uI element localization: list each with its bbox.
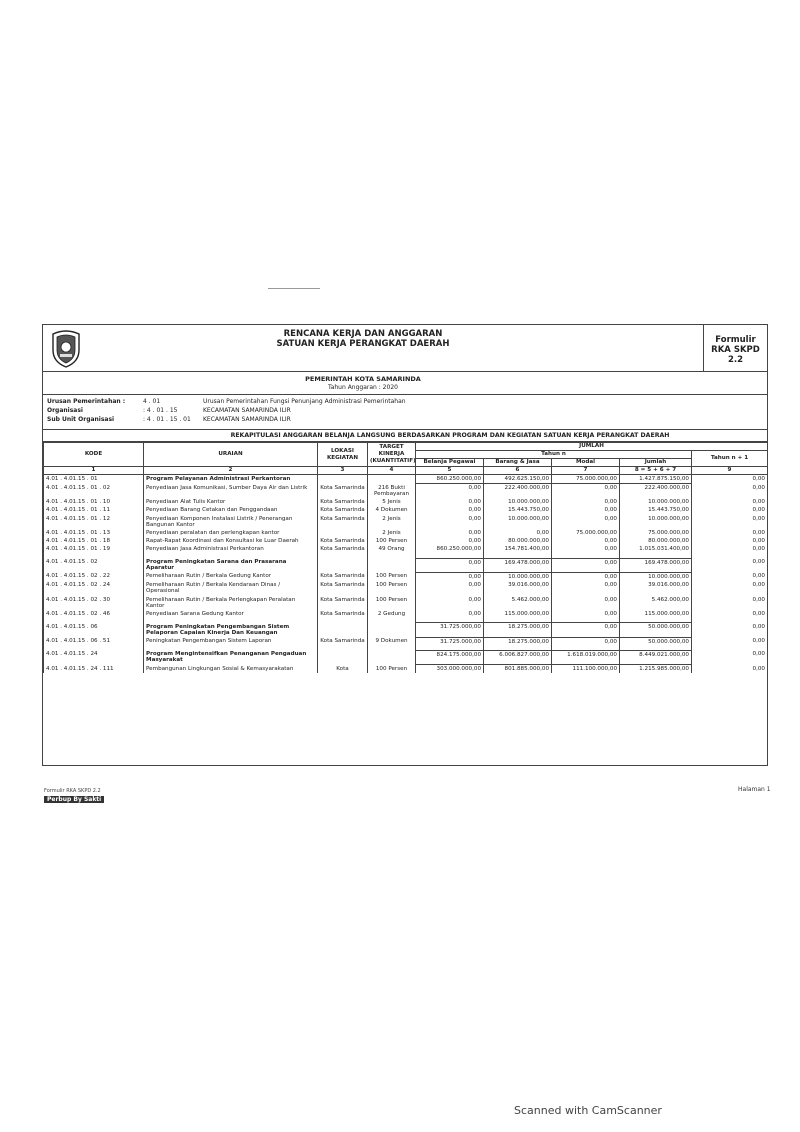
cell-lokasi xyxy=(318,650,368,664)
cell-target: 100 Persen xyxy=(368,537,416,545)
page-number: Halaman 1 xyxy=(738,786,771,793)
form-code-box xyxy=(703,325,767,371)
footer-form-code: Formulir RKA SKPD 2.2 xyxy=(44,788,101,794)
cell-uraian: Rapat-Rapat Koordinasi dan Konsultasi ke Luar Daerah xyxy=(144,537,318,545)
cell-barang: 115.000.000,00 xyxy=(484,610,552,618)
form-header xyxy=(43,325,767,372)
activity-row xyxy=(44,537,768,545)
cell-uraian: Pembangunan Lingkungan Sosial & Kemasyarakatan xyxy=(144,665,318,674)
cell-target xyxy=(368,475,416,484)
cell-target: 216 Bukti Pembayaran xyxy=(368,484,416,498)
cell-pegawai: 0,00 xyxy=(416,596,484,610)
cell-kode: 4.01 . 4.01.15 . 01 . 11 xyxy=(44,506,144,514)
form-name: RKA SKPD xyxy=(711,345,760,355)
cell-modal: 0,00 xyxy=(552,515,620,529)
cell-kode: 4.01 . 4.01.15 . 02 . 46 xyxy=(44,610,144,618)
title-line-2: SATUAN KERJA PERANGKAT DAERAH xyxy=(276,339,450,349)
cell-kode: 4.01 . 4.01.15 . 01 . 13 xyxy=(44,529,144,537)
section-title: REKAPITULASI ANGGARAN BELANJA LANGSUNG BERDASARKAN PROGRAM DAN KEGIATAN SATUAN KERJA PERANGKAT DAERAH xyxy=(43,430,767,442)
cell-n1: 0,00 xyxy=(692,498,768,506)
cell-jumlah: 1.427.875.150,00 xyxy=(620,475,692,484)
cell-lokasi xyxy=(318,558,368,572)
form-title xyxy=(203,329,523,349)
activity-row xyxy=(44,515,768,529)
cell-n1: 0,00 xyxy=(692,506,768,514)
cell-kode: 4.01 . 4.01.15 . 02 . 22 xyxy=(44,572,144,581)
cell-modal: 75.000.000,00 xyxy=(552,529,620,537)
cell-kode: 4.01 . 4.01.15 . 01 xyxy=(44,475,144,484)
cell-jumlah: 1.015.031.400,00 xyxy=(620,545,692,553)
cell-lokasi: Kota Samarinda xyxy=(318,596,368,610)
cell-jumlah: 1.215.985.000,00 xyxy=(620,665,692,674)
org-label: Sub Unit Organisasi xyxy=(47,416,115,423)
cell-lokasi: Kota Samarinda xyxy=(318,610,368,618)
cell-uraian: Program Pelayanan Administrasi Perkantoran xyxy=(144,475,318,484)
cell-target xyxy=(368,650,416,664)
form-number: 2.2 xyxy=(727,355,744,365)
activity-row xyxy=(44,596,768,610)
organization-info xyxy=(43,395,767,430)
cell-target xyxy=(368,558,416,572)
cell-modal: 0,00 xyxy=(552,545,620,553)
cell-barang: 222.400.000,00 xyxy=(484,484,552,498)
cell-jumlah: 80.000.000,00 xyxy=(620,537,692,545)
org-name: Urusan Pemerintahan Fungsi Penunjang Administrasi Pemerintahan xyxy=(203,398,406,405)
cell-pegawai: 0,00 xyxy=(416,581,484,595)
cell-lokasi: Kota Samarinda xyxy=(318,572,368,581)
col-uraian: URAIAN xyxy=(144,443,318,467)
cell-n1: 0,00 xyxy=(692,572,768,581)
program-row xyxy=(44,558,768,572)
cell-jumlah: 8.449.021.000,00 xyxy=(620,650,692,664)
cell-lokasi: Kota Samarinda xyxy=(318,637,368,646)
cell-pegawai: 31.725.000,00 xyxy=(416,623,484,637)
cell-kode: 4.01 . 4.01.15 . 01 . 10 xyxy=(44,498,144,506)
cell-n1: 0,00 xyxy=(692,581,768,595)
cell-n1: 0,00 xyxy=(692,650,768,664)
cell-barang: 80.000.000,00 xyxy=(484,537,552,545)
cell-kode: 4.01 . 4.01.15 . 02 xyxy=(44,558,144,572)
cell-barang: 18.275.000,00 xyxy=(484,637,552,646)
cell-n1: 0,00 xyxy=(692,596,768,610)
cell-barang: 154.781.400,00 xyxy=(484,545,552,553)
cell-jumlah: 50.000.000,00 xyxy=(620,623,692,637)
cell-barang: 6.006.827.000,00 xyxy=(484,650,552,664)
cell-barang: 5.462.000,00 xyxy=(484,596,552,610)
cell-jumlah: 10.000.000,00 xyxy=(620,515,692,529)
cell-pegawai: 860.250.000,00 xyxy=(416,475,484,484)
cell-n1: 0,00 xyxy=(692,558,768,572)
cell-barang: 801.885.000,00 xyxy=(484,665,552,674)
rka-form-sheet xyxy=(42,324,768,766)
cell-uraian: Penyediaan Alat Tulis Kantor xyxy=(144,498,318,506)
cell-uraian: Penyediaan Barang Cetakan dan Penggandaan xyxy=(144,506,318,514)
cell-n1: 0,00 xyxy=(692,623,768,637)
cell-barang: 492.625.150,00 xyxy=(484,475,552,484)
cell-jumlah: 10.000.000,00 xyxy=(620,572,692,581)
program-row xyxy=(44,650,768,664)
cell-modal: 0,00 xyxy=(552,537,620,545)
col-jumlah: Jumlah xyxy=(620,459,692,467)
org-code: : 4 . 01 . 15 xyxy=(143,407,178,414)
cell-target: 5 Jenis xyxy=(368,498,416,506)
cell-n1: 0,00 xyxy=(692,610,768,618)
col-number: 1 xyxy=(44,467,144,475)
cell-uraian: Program Peningkatan Pengembangan Sistem Pelaporan Capaian Kinerja Dan Keuangan xyxy=(144,623,318,637)
cell-uraian: Penyediaan Jasa Komunikasi, Sumber Daya Air dan Listrik xyxy=(144,484,318,498)
cell-jumlah: 169.478.000,00 xyxy=(620,558,692,572)
cell-uraian: Pemeliharaan Rutin / Berkala Perlengkapan Peralatan Kantor xyxy=(144,596,318,610)
activity-row xyxy=(44,581,768,595)
cell-target: 2 Gedung xyxy=(368,610,416,618)
government-name: PEMERINTAH KOTA SAMARINDA xyxy=(305,375,421,383)
cell-lokasi xyxy=(318,475,368,484)
government-header xyxy=(43,372,767,395)
cell-n1: 0,00 xyxy=(692,529,768,537)
cell-pegawai: 0,00 xyxy=(416,558,484,572)
form-label: Formulir xyxy=(715,335,756,345)
cell-target: 4 Dokumen xyxy=(368,506,416,514)
cell-pegawai: 0,00 xyxy=(416,498,484,506)
cell-modal: 0,00 xyxy=(552,581,620,595)
cell-pegawai: 31.725.000,00 xyxy=(416,637,484,646)
col-number: 7 xyxy=(552,467,620,475)
cell-jumlah: 75.000.000,00 xyxy=(620,529,692,537)
activity-row xyxy=(44,665,768,674)
cell-uraian: Program Mengintensifkan Penanganan Pengaduan Masyarakat xyxy=(144,650,318,664)
cell-n1: 0,00 xyxy=(692,515,768,529)
cell-n1: 0,00 xyxy=(692,537,768,545)
cell-modal: 111.100.000,00 xyxy=(552,665,620,674)
cell-uraian: Program Peningkatan Sarana dan Prasarana Aparatur xyxy=(144,558,318,572)
cell-uraian: Penyediaan Komponen Instalasi Listrik / Penerangan Bangunan Kantor xyxy=(144,515,318,529)
cell-kode: 4.01 . 4.01.15 . 02 . 24 xyxy=(44,581,144,595)
cell-jumlah: 222.400.000,00 xyxy=(620,484,692,498)
cell-kode: 4.01 . 4.01.15 . 24 . 111 xyxy=(44,665,144,674)
cell-modal: 75.000.000,00 xyxy=(552,475,620,484)
cell-uraian: Pemeliharaan Rutin / Berkala Gedung Kantor xyxy=(144,572,318,581)
cell-barang: 18.275.000,00 xyxy=(484,623,552,637)
col-target: TARGET KINERJA (KUANTITATIF) xyxy=(368,443,416,467)
activity-row xyxy=(44,506,768,514)
activity-row xyxy=(44,545,768,553)
cell-pegawai: 0,00 xyxy=(416,484,484,498)
col-kode: KODE xyxy=(44,443,144,467)
col-barang-jasa: Barang & Jasa xyxy=(484,459,552,467)
decorative-line xyxy=(268,288,320,289)
col-number: 8 = 5 + 6 + 7 xyxy=(620,467,692,475)
cell-lokasi xyxy=(318,529,368,537)
cell-kode: 4.01 . 4.01.15 . 06 xyxy=(44,623,144,637)
cell-target: 2 Jenis xyxy=(368,515,416,529)
city-emblem-icon xyxy=(49,328,83,368)
cell-n1: 0,00 xyxy=(692,475,768,484)
cell-barang: 169.478.000,00 xyxy=(484,558,552,572)
title-line-1: RENCANA KERJA DAN ANGGARAN xyxy=(283,329,443,339)
col-modal: Modal xyxy=(552,459,620,467)
cell-pegawai: 0,00 xyxy=(416,515,484,529)
budget-table xyxy=(43,442,768,673)
program-row xyxy=(44,475,768,484)
cell-pegawai: 0,00 xyxy=(416,537,484,545)
cell-kode: 4.01 . 4.01.15 . 01 . 12 xyxy=(44,515,144,529)
cell-pegawai: 0,00 xyxy=(416,610,484,618)
cell-jumlah: 5.462.000,00 xyxy=(620,596,692,610)
cell-pegawai: 0,00 xyxy=(416,529,484,537)
col-lokasi: LOKASI KEGIATAN xyxy=(318,443,368,467)
cell-lokasi xyxy=(318,623,368,637)
cell-target xyxy=(368,623,416,637)
col-number: 3 xyxy=(318,467,368,475)
org-name: KECAMATAN SAMARINDA ILIR xyxy=(203,416,291,423)
cell-barang: 15.443.750,00 xyxy=(484,506,552,514)
col-number: 4 xyxy=(368,467,416,475)
cell-kode: 4.01 . 4.01.15 . 02 . 30 xyxy=(44,596,144,610)
cell-lokasi: Kota Samarinda xyxy=(318,484,368,498)
cell-modal: 0,00 xyxy=(552,506,620,514)
cell-target: 100 Persen xyxy=(368,581,416,595)
cell-target: 49 Orang xyxy=(368,545,416,553)
cell-target: 100 Persen xyxy=(368,596,416,610)
cell-pegawai: 860.250.000,00 xyxy=(416,545,484,553)
activity-row xyxy=(44,637,768,646)
cell-pegawai: 824.175.000,00 xyxy=(416,650,484,664)
cell-uraian: Penyediaan Sarana Gedung Kantor xyxy=(144,610,318,618)
cell-kode: 4.01 . 4.01.15 . 01 . 02 xyxy=(44,484,144,498)
cell-lokasi: Kota Samarinda xyxy=(318,506,368,514)
cell-modal: 0,00 xyxy=(552,610,620,618)
cell-modal: 1.618.019.000,00 xyxy=(552,650,620,664)
col-belanja-pegawai: Belanja Pegawai xyxy=(416,459,484,467)
cell-barang: 0,00 xyxy=(484,529,552,537)
org-code: 4 . 01 xyxy=(143,398,161,405)
cell-lokasi: Kota Samarinda xyxy=(318,545,368,553)
cell-lokasi: Kota Samarinda xyxy=(318,537,368,545)
col-number: 9 xyxy=(692,467,768,475)
cell-jumlah: 10.000.000,00 xyxy=(620,498,692,506)
cell-modal: 0,00 xyxy=(552,623,620,637)
cell-jumlah: 15.443.750,00 xyxy=(620,506,692,514)
cell-n1: 0,00 xyxy=(692,637,768,646)
col-number: 6 xyxy=(484,467,552,475)
cell-jumlah: 115.000.000,00 xyxy=(620,610,692,618)
activity-row xyxy=(44,529,768,537)
col-jumlah-group: JUMLAH xyxy=(416,443,768,451)
budget-year: Tahun Anggaran : 2020 xyxy=(328,384,398,391)
cell-lokasi: Kota Samarinda xyxy=(318,581,368,595)
cell-lokasi: Kota Samarinda xyxy=(318,515,368,529)
activity-row xyxy=(44,498,768,506)
cell-modal: 0,00 xyxy=(552,558,620,572)
cell-modal: 0,00 xyxy=(552,498,620,506)
print-stamp: Perbup By Sakti xyxy=(44,796,104,803)
cell-target: 9 Dokumen xyxy=(368,637,416,646)
cell-n1: 0,00 xyxy=(692,665,768,674)
cell-barang: 10.000.000,00 xyxy=(484,498,552,506)
col-number: 2 xyxy=(144,467,318,475)
cell-kode: 4.01 . 4.01.15 . 01 . 18 xyxy=(44,537,144,545)
org-name: KECAMATAN SAMARINDA ILIR xyxy=(203,407,291,414)
org-code: : 4 . 01 . 15 . 01 xyxy=(143,416,191,423)
cell-barang: 39.016.000,00 xyxy=(484,581,552,595)
activity-row xyxy=(44,484,768,498)
cell-kode: 4.01 . 4.01.15 . 01 . 19 xyxy=(44,545,144,553)
cell-uraian: Peningkatan Pengembangan Sistem Laporan xyxy=(144,637,318,646)
cell-lokasi: Kota Samarinda xyxy=(318,498,368,506)
cell-uraian: Pemeliharaan Rutin / Berkala Kendaraan Dinas / Operasional xyxy=(144,581,318,595)
cell-n1: 0,00 xyxy=(692,545,768,553)
cell-uraian: Penyediaan peralatan dan perlengkapan kantor xyxy=(144,529,318,537)
cell-pegawai: 0,00 xyxy=(416,572,484,581)
cell-pegawai: 303.000.000,00 xyxy=(416,665,484,674)
cell-target: 100 Persen xyxy=(368,665,416,674)
col-tahun-n1: Tahun n + 1 xyxy=(692,451,768,467)
cell-kode: 4.01 . 4.01.15 . 24 xyxy=(44,650,144,664)
cell-lokasi: Kota xyxy=(318,665,368,674)
cell-kode: 4.01 . 4.01.15 . 06 . 51 xyxy=(44,637,144,646)
cell-modal: 0,00 xyxy=(552,596,620,610)
cell-uraian: Penyediaan Jasa Administrasi Perkantoran xyxy=(144,545,318,553)
cell-target: 2 Jenis xyxy=(368,529,416,537)
scanner-watermark: Scanned with CamScanner xyxy=(514,1104,662,1117)
col-tahun-n: Tahun n xyxy=(416,451,692,459)
cell-n1: 0,00 xyxy=(692,484,768,498)
col-number: 5 xyxy=(416,467,484,475)
program-row xyxy=(44,623,768,637)
cell-barang: 10.000.000,00 xyxy=(484,572,552,581)
org-label: Urusan Pemerintahan : xyxy=(47,398,126,405)
activity-row xyxy=(44,572,768,581)
cell-barang: 10.000.000,00 xyxy=(484,515,552,529)
activity-row xyxy=(44,610,768,618)
org-label: Organisasi xyxy=(47,407,83,414)
cell-jumlah: 39.016.000,00 xyxy=(620,581,692,595)
cell-target: 100 Persen xyxy=(368,572,416,581)
cell-pegawai: 0,00 xyxy=(416,506,484,514)
table-body xyxy=(44,475,768,674)
cell-modal: 0,00 xyxy=(552,572,620,581)
cell-jumlah: 50.000.000,00 xyxy=(620,637,692,646)
cell-modal: 0,00 xyxy=(552,484,620,498)
cell-modal: 0,00 xyxy=(552,637,620,646)
